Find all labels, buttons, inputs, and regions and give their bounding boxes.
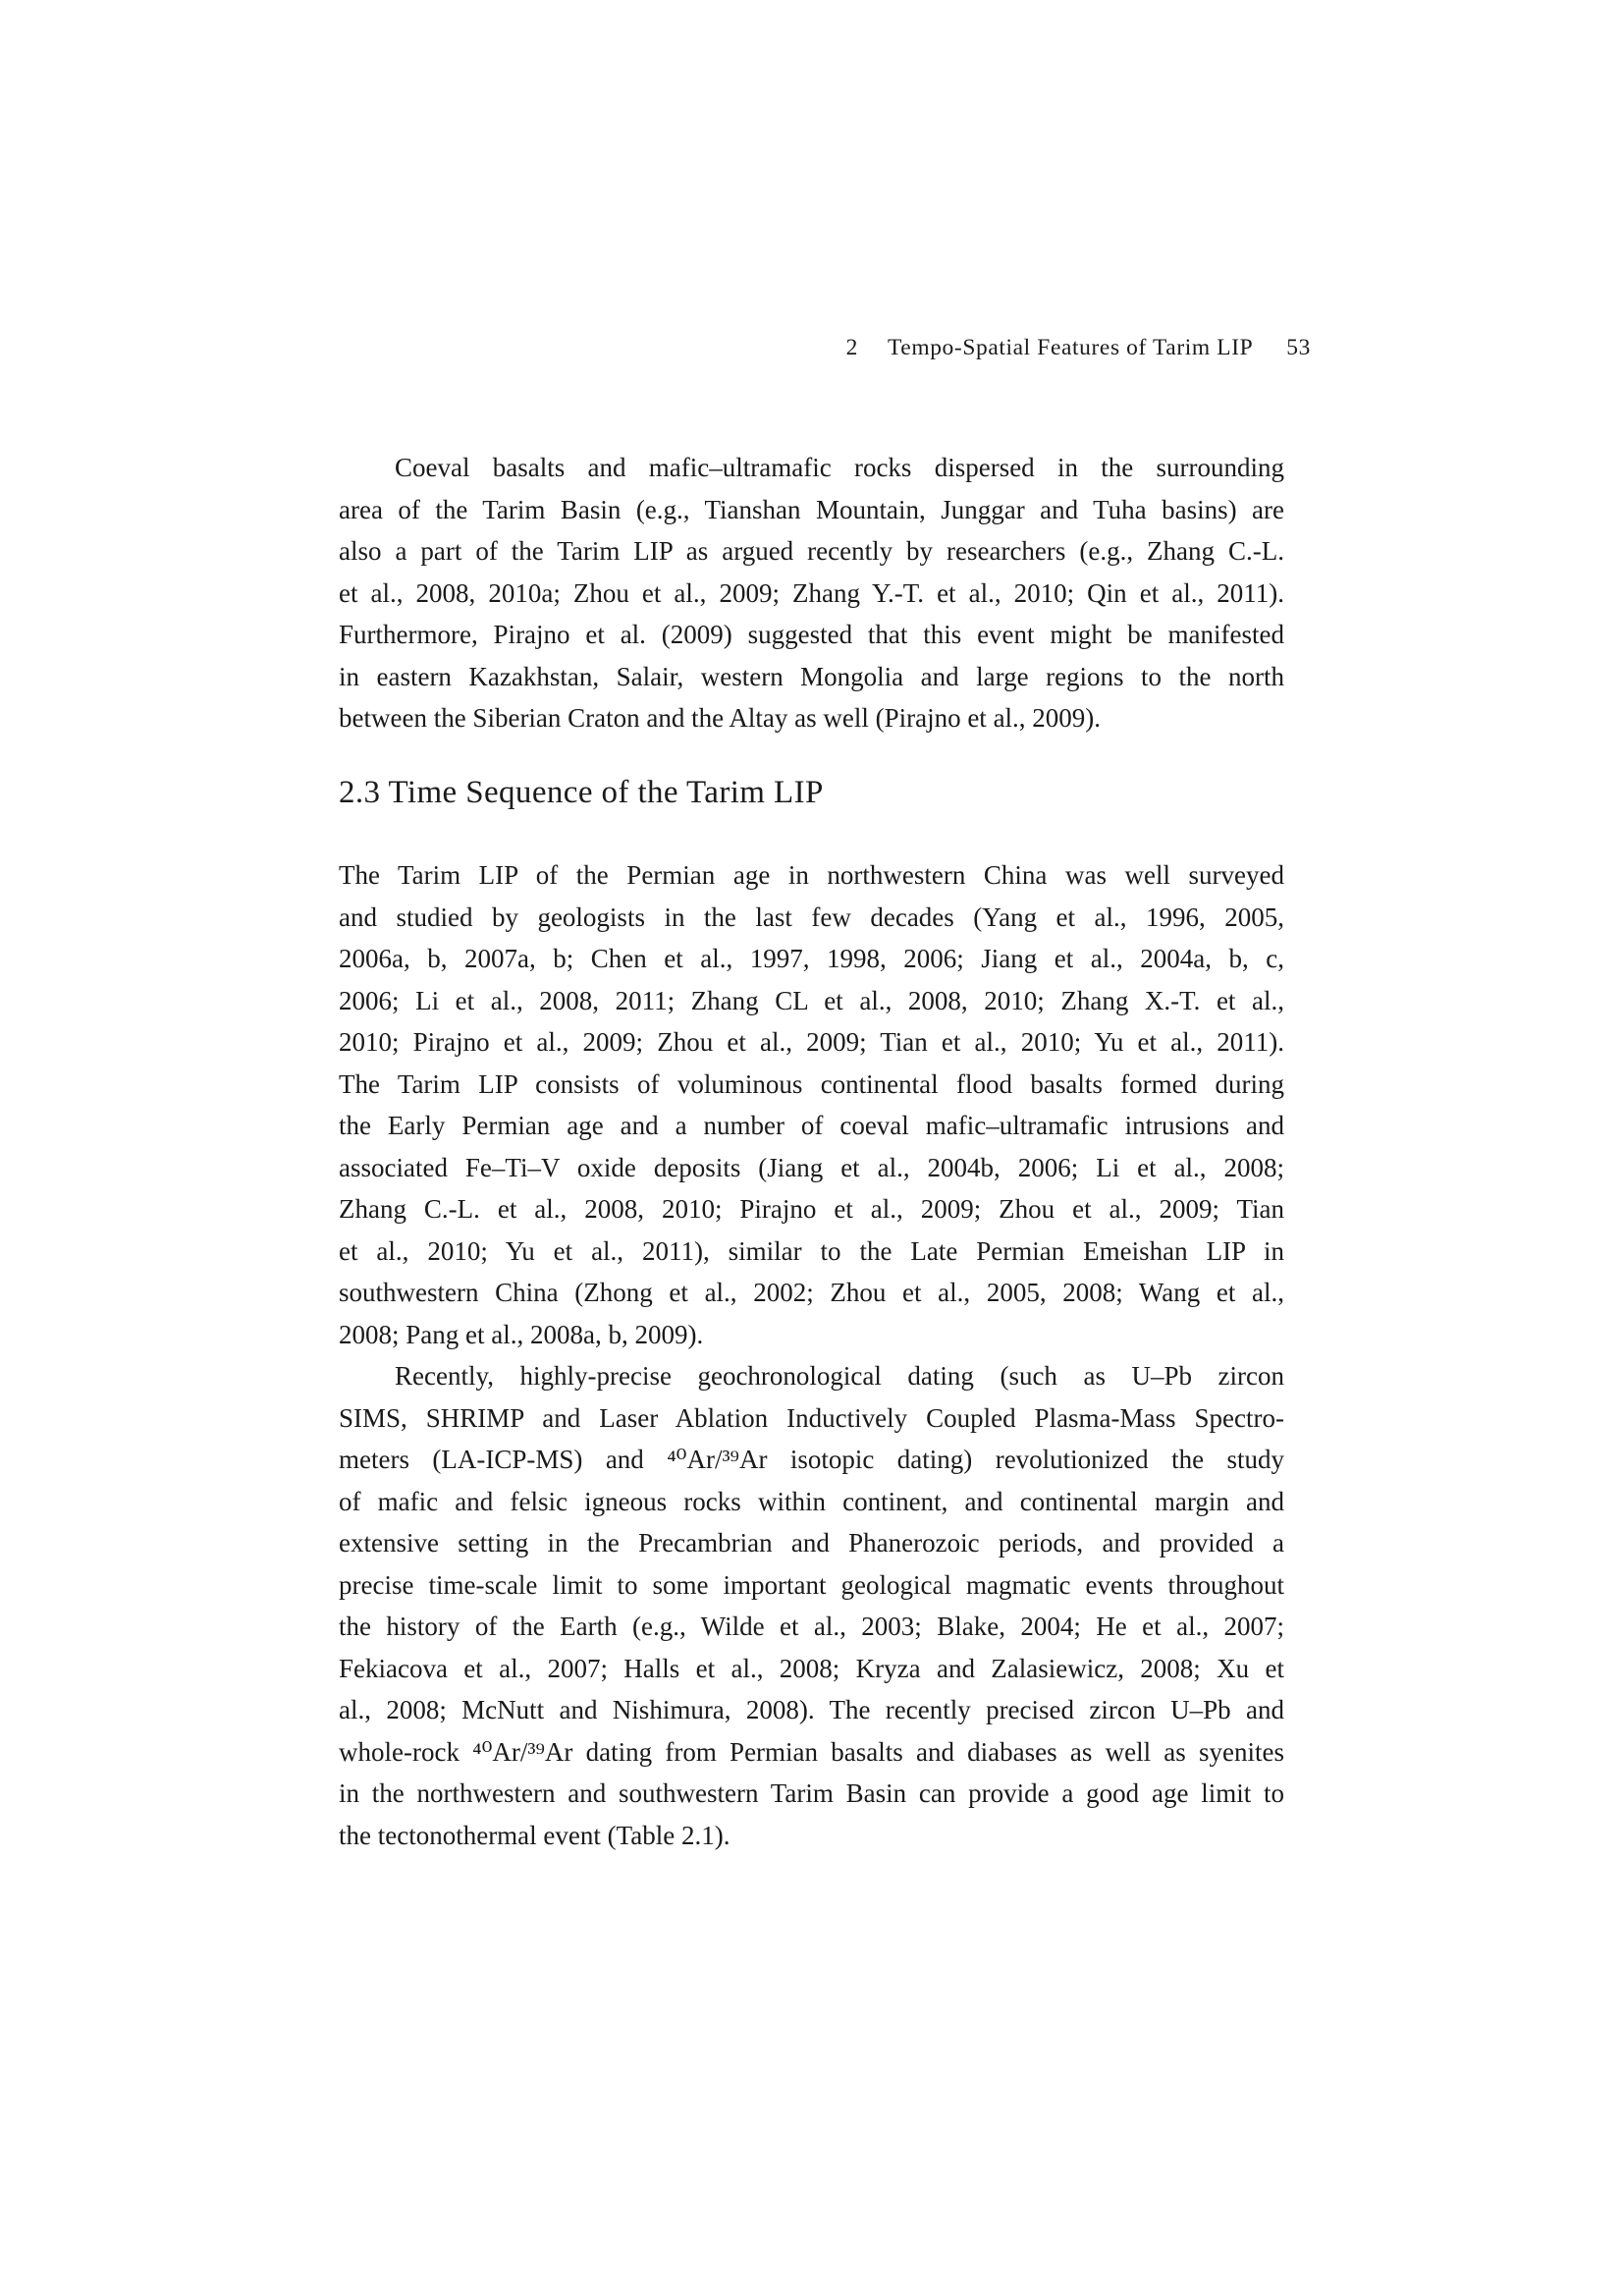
text-line: meters (LA-ICP-MS) and ⁴⁰Ar/³⁹Ar isotopic dating) revolutionized the study: [339, 1445, 1284, 1474]
text-line: SIMS, SHRIMP and Laser Ablation Inductively Coupled Plasma-Mass Spectro-: [339, 1402, 1284, 1433]
text-line: al., 2008; McNutt and Nishimura, 2008). The recently precised zircon U–Pb and: [339, 1695, 1284, 1724]
text-line: The Tarim LIP consists of voluminous continental flood basalts formed during: [339, 1068, 1284, 1099]
text-line: the history of the Earth (e.g., Wilde et al., 2003; Blake, 2004; He et al., 2007;: [339, 1612, 1284, 1641]
paragraph-time-sequence: [339, 854, 1284, 1355]
text-line: area of the Tarim Basin (e.g., Tianshan Mountain, Junggar and Tuha basins) are: [339, 494, 1284, 524]
text-line: Zhang C.-L. et al., 2008, 2010; Pirajno et al., 2009; Zhou et al., 2009; Tian: [339, 1194, 1284, 1224]
text-line: Recently, highly-precise geochronological dating (such as U–Pb zircon: [395, 1361, 1284, 1391]
text-line: associated Fe–Ti–V oxide deposits (Jiang et al., 2004b, 2006; Li et al., 2008;: [339, 1152, 1284, 1182]
text-line: in eastern Kazakhstan, Salair, western Mongolia and large regions to the north: [339, 661, 1284, 691]
text-line: et al., 2010; Yu et al., 2011), similar to the Late Permian Emeishan LIP in: [339, 1235, 1284, 1266]
text-line: Coeval basalts and mafic–ultramafic rocks dispersed in the surrounding: [395, 453, 1284, 482]
text-line: The Tarim LIP of the Permian age in northwestern China was well surveyed: [339, 860, 1284, 890]
text-line: also a part of the Tarim LIP as argued recently by researchers (e.g., Zhang C.-L.: [339, 536, 1284, 566]
text-line: the tectonothermal event (Table 2.1).: [339, 1820, 730, 1850]
running-header: [339, 335, 1311, 361]
paragraph-geochronological-dating: [339, 1355, 1284, 1856]
text-line: the Early Permian age and a number of coeval mafic–ultramafic intrusions and: [339, 1111, 1284, 1140]
text-line: et al., 2008, 2010a; Zhou et al., 2009; Zhang Y.-T. et al., 2010; Qin et al., 2011).: [339, 577, 1284, 608]
chapter-number: 2: [845, 335, 858, 360]
text-line: precise time-scale limit to some important geological magmatic events throughout: [339, 1569, 1284, 1600]
page-number: 53: [1286, 335, 1311, 360]
text-line: 2006; Li et al., 2008, 2011; Zhang CL et al., 2008, 2010; Zhang X.-T. et al.,: [339, 985, 1284, 1015]
text-line: whole-rock ⁴⁰Ar/³⁹Ar dating from Permian basalts and diabases as well as syenites: [339, 1736, 1284, 1767]
text-line: between the Siberian Craton and the Altay as well (Pirajno et al., 2009).: [339, 703, 1102, 733]
text-line: in the northwestern and southwestern Tarim Basin can provide a good age limit to: [339, 1778, 1284, 1808]
text-line: 2008; Pang et al., 2008a, b, 2009).: [339, 1319, 704, 1349]
text-line: Furthermore, Pirajno et al. (2009) suggested that this event might be manifested: [339, 620, 1284, 649]
text-line: 2006a, b, 2007a, b; Chen et al., 1997, 1998, 2006; Jiang et al., 2004a, b, c,: [339, 944, 1284, 973]
text-line: 2010; Pirajno et al., 2009; Zhou et al., 2009; Tian et al., 2010; Yu et al., 2011).: [339, 1027, 1284, 1057]
text-line: extensive setting in the Precambrian and Phanerozoic periods, and provided a: [339, 1528, 1284, 1558]
text-line: and studied by geologists in the last few decades (Yang et al., 1996, 2005,: [339, 902, 1284, 932]
section-heading: 2.3 Time Sequence of the Tarim LIP: [339, 775, 824, 810]
text-line: Fekiacova et al., 2007; Halls et al., 2008; Kryza and Zalasiewicz, 2008; Xu et: [339, 1653, 1284, 1683]
text-line: of mafic and felsic igneous rocks within continent, and continental margin and: [339, 1486, 1284, 1516]
running-title: Tempo-Spatial Features of Tarim LIP: [887, 335, 1254, 360]
text-line: southwestern China (Zhong et al., 2002; Zhou et al., 2005, 2008; Wang et al.,: [339, 1278, 1284, 1307]
paragraph-coeval-basalts: [339, 447, 1284, 739]
